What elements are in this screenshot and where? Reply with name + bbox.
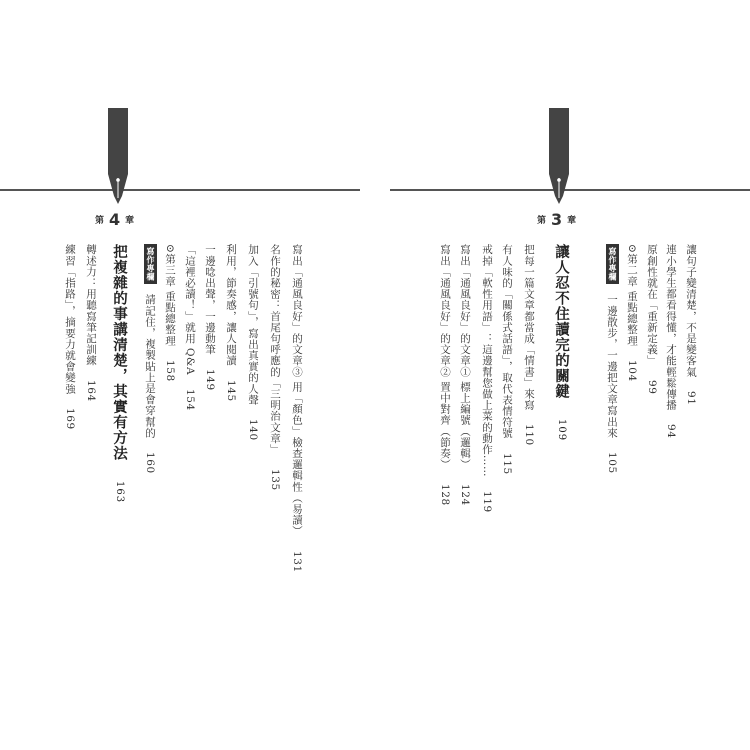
page-number: 145 [225,380,237,402]
toc-entry: ⊙第三章 重點總整理 158 [164,244,176,382]
page-number: 160 [144,452,156,475]
chapter-label-3 [537,211,576,227]
fountain-pen-icon [108,108,128,204]
page-number: 119 [481,491,493,513]
toc-entry: 練習「指路」，摘要力就會變強 169 [64,244,76,430]
page-number: 124 [459,483,471,506]
toc-entry: 加入「引號句」，寫出真實的人聲 140 [247,244,259,442]
chapter-label-4 [95,211,134,227]
page-number: 164 [85,380,97,402]
page-number: 99 [646,380,658,395]
chapter-suffix: 章 [125,215,135,226]
page-number: 110 [523,424,535,447]
toc-entry: 寫出「通風良好」的文章① 標上編號（邏輯） 124 [459,244,471,506]
page-number: 94 [665,424,677,440]
page-number: 115 [501,452,513,475]
page-number: 158 [164,360,176,382]
toc-entry: 寫出「通風良好」的文章② 置中對齊（節奏） 128 [439,244,451,506]
column-badge: 寫作專欄 [144,244,157,284]
page-number: 105 [606,452,618,475]
toc-entry: 寫出「通風良好」的文章③ 用「顏色」檢查邏輯性（易讀） 131 [291,244,303,573]
toc-entry: 有人味的「關係式話語」，取代表情符號 115 [501,244,513,475]
chapter-prefix: 第 [537,215,547,226]
left-header-rule [0,189,360,191]
toc-entry: 「這裡必讀！」就用 Q&A 154 [184,244,196,411]
page-number: 109 [556,419,567,442]
page-number: 128 [439,483,451,506]
page-number: 169 [64,408,76,430]
toc-entry: 名作的秘密：首尾句呼應的「三明治文章」 135 [269,244,281,491]
toc-entry: 把每一篇文章都當成「情書」來寫 110 [523,244,535,447]
toc-entry: 轉述力：用聽寫筆記訓練 164 [85,244,97,402]
chapter-suffix: 章 [567,215,577,226]
page-number: 154 [184,389,196,411]
chapter-title: 讓人忍不住讀完的關鍵 109 [553,244,570,442]
toc-entry: 戒掉「軟性用語」：這邊幫您做上菜的動作…… 119 [481,244,493,513]
toc-entry: ⊙第二章 重點總整理 104 [626,244,638,382]
toc-entry: 原創性就在「重新定義」 99 [646,244,658,395]
fountain-pen-icon [549,108,569,204]
chapter-number: 4 [109,209,121,229]
page-number: 149 [204,368,216,391]
toc-entry: 利用，節奏感，讓人閱讀 145 [225,244,237,402]
chapter-number: 3 [551,209,563,229]
toc-entry: 寫作專欄 一邊散步，一邊把文章寫出來 105 [605,244,619,474]
page-number: 91 [685,391,697,406]
toc-entry: 讓句子變清楚，不是變客氣 91 [685,244,697,406]
right-header-rule [390,189,750,191]
toc-entry: 一邊唸出聲，一邊動筆 149 [204,244,216,391]
page-number: 140 [247,419,259,442]
column-badge: 寫作專欄 [606,244,619,284]
toc-entry: 寫作專欄 請記住，複製貼上是會穿幫的 160 [143,244,157,474]
chapter-title: 把複雜的事講清楚，其實有方法 163 [111,244,128,504]
page-number: 131 [291,550,303,573]
page-number: 104 [626,360,638,382]
page-number: 163 [114,481,125,504]
page-number: 135 [269,468,281,491]
chapter-prefix: 第 [95,215,105,226]
toc-entry: 連小學生都看得懂，才能輕鬆傳播 94 [665,244,677,440]
